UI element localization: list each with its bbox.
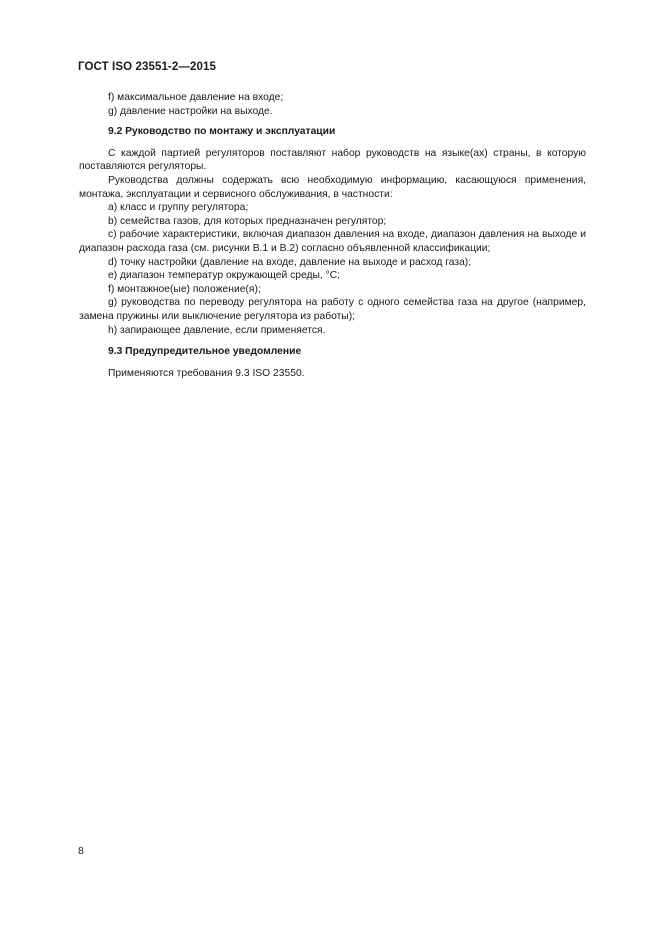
list-item: a) класс и группу регулятора; — [108, 202, 249, 214]
paragraph: С каждой партией регуляторов поставляют набор руководств на языке(ах) страны, в которую поставляются регуляторы. — [79, 147, 586, 173]
list-item: c) рабочие характеристики, включая диапазон давления на входе, диапазон давления на выходе и диапазон расхода газа (см. рисунки В.1 и В.2) согласно объявленной классификации; — [79, 229, 586, 254]
list-item: g) руководства по переводу регулятора на работу с одного семейства газа на другое (например, замена пружины или выключение регулятора из работы); — [79, 297, 586, 322]
page-number: 8 — [78, 845, 84, 857]
list-item: h) запирающее давление, если применяется. — [108, 324, 326, 336]
section-heading-9-2: 9.2 Руководство по монтажу и эксплуатации — [108, 126, 336, 138]
paragraph: Применяются требования 9.3 ISO 23550. — [108, 367, 305, 379]
list-item: e) диапазон температур окружающей среды, °C; — [108, 270, 341, 282]
page-body — [79, 91, 586, 380]
list-item: b) семейства газов, для которых предназначен регулятор; — [108, 215, 387, 227]
section-heading-9-3: 9.3 Предупредительное уведомление — [108, 346, 302, 358]
document-header: ГОСТ ISO 23551-2—2015 — [78, 61, 216, 73]
list-item: f) монтажное(ые) положение(я); — [108, 283, 261, 295]
list-item: f) максимальное давление на входе; — [108, 92, 284, 103]
paragraph: Руководства должны содержать всю необходимую информацию, касающуюся применения, монтажа, эксплуатации и сервисного обслуживания, в частности: — [79, 174, 586, 200]
list-item: g) давление настройки на выходе. — [108, 105, 273, 117]
list-item: d) точку настройки (давление на входе, давление на выходе и расход газа); — [108, 256, 472, 268]
